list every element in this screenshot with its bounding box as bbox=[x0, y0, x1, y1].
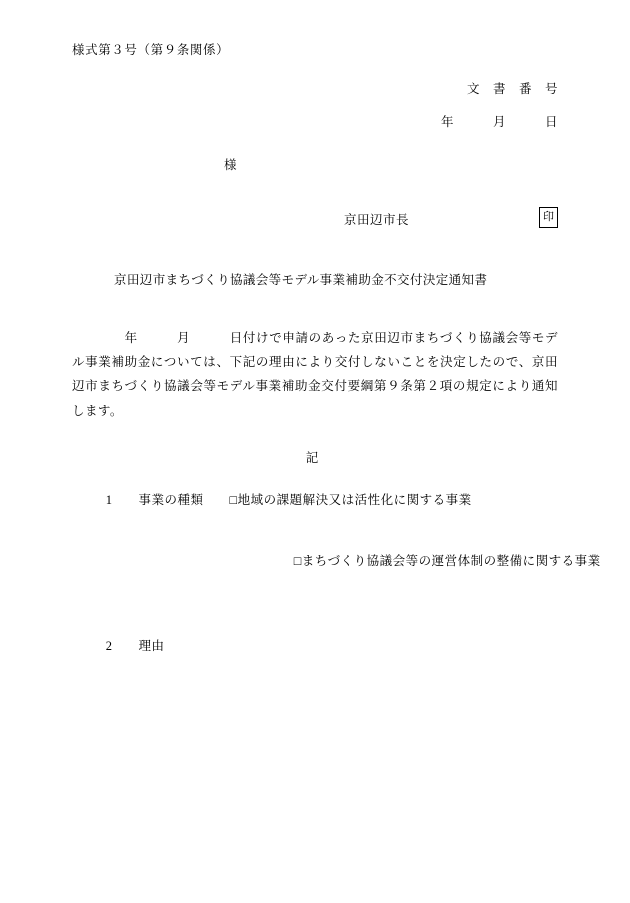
document-paragraph bbox=[72, 326, 558, 424]
document-title: 京田辺市まちづくり協議会等モデル事業補助金不交付決定通知書 bbox=[114, 272, 488, 287]
list-item-option bbox=[72, 536, 601, 584]
seal-icon: 印 bbox=[539, 207, 558, 228]
item-spacer-2 bbox=[204, 493, 230, 507]
issuer-line bbox=[72, 210, 558, 228]
item-label: 理由 bbox=[138, 639, 165, 653]
document-date-line: 年 月 日 bbox=[440, 114, 558, 129]
item-number: 2 bbox=[105, 639, 113, 653]
ki-marker: 記 bbox=[305, 451, 319, 465]
document-number-line: 文 書 番 号 bbox=[466, 81, 558, 96]
checkbox-option-1[interactable]: □地域の課題解決又は活性化に関する事業 bbox=[229, 493, 472, 507]
document-body bbox=[72, 43, 601, 669]
addressee-line: 様 bbox=[224, 157, 238, 172]
list-item bbox=[72, 475, 558, 523]
item-label: 事業の種類 bbox=[138, 493, 204, 507]
checkbox-option-2[interactable]: □まちづくり協議会等の運営体制の整備に関する事業 bbox=[293, 554, 601, 568]
paragraph-text: 年 月 日付けで申請のあった京田辺市まちづくり協議会等モデル事業補助金については、下記の理由により交付しないことを決定したので、京田辺市まちづくり協議会等モデル事業補助金交付要綱第９条第２項の規定により通知します。 bbox=[72, 330, 558, 418]
document-header-right bbox=[72, 79, 558, 130]
item-number: 1 bbox=[105, 493, 113, 507]
issuer-name: 京田辺市長 bbox=[344, 212, 410, 227]
list-item bbox=[72, 621, 558, 669]
item-spacer bbox=[113, 639, 139, 653]
form-number: 様式第３号（第９条関係） bbox=[72, 43, 230, 57]
item-spacer bbox=[113, 493, 139, 507]
